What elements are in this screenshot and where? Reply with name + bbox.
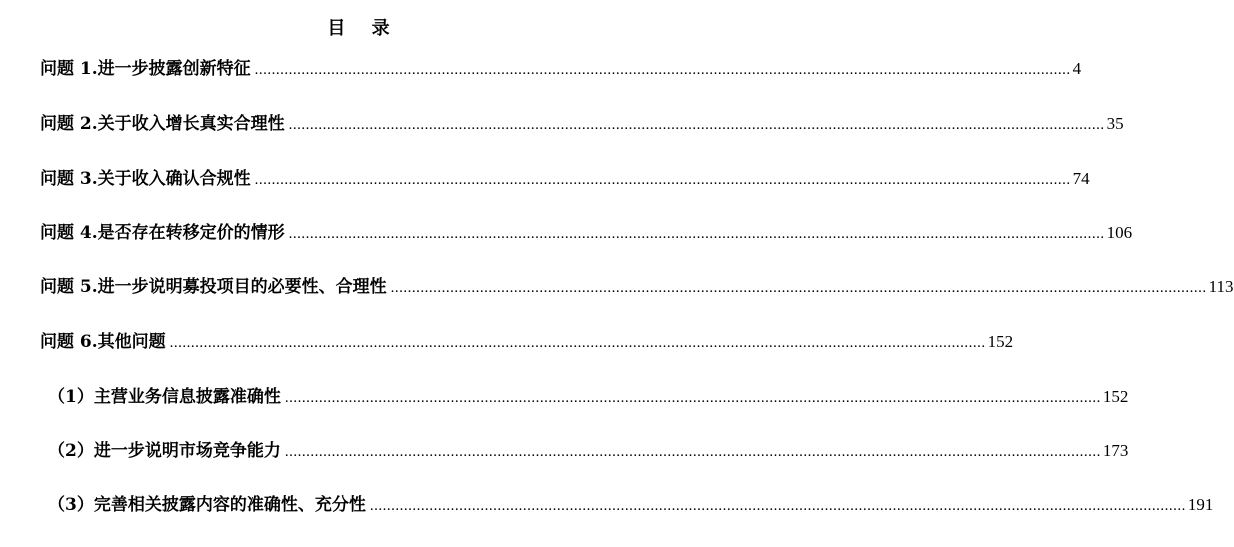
toc-leader-dots: ................................................................................................................................................................................................ <box>254 62 1071 78</box>
toc-entry-page: 35 <box>1106 114 1124 133</box>
toc-leader-dots: ................................................................................................................................................................................................ <box>284 390 1101 406</box>
toc-entry-label: 问题 2.关于收入增长真实合理性 <box>40 114 285 134</box>
page-title: 目 录 <box>327 18 400 39</box>
toc-entry-label: 问题 1.进一步披露创新特征 <box>40 59 251 79</box>
toc-entry-page: 152 <box>1102 387 1129 406</box>
toc-leader-dots: ................................................................................................................................................................................................ <box>288 117 1105 133</box>
toc-leader-dots: ................................................................................................................................................................................................ <box>390 280 1207 296</box>
toc-leader-dots: ................................................................................................................................................................................................ <box>169 335 986 351</box>
toc-entry[interactable] <box>0 57 1082 81</box>
toc-entry[interactable] <box>0 112 1124 136</box>
toc-entry-page: 74 <box>1072 169 1090 188</box>
toc-entry-label: 问题 4.是否存在转移定价的情形 <box>40 223 285 243</box>
toc-entry-page: 191 <box>1187 495 1214 514</box>
toc-subentry[interactable] <box>0 385 1129 409</box>
toc-entry[interactable] <box>0 275 1234 299</box>
toc-entry-label: 问题 6.其他问题 <box>40 332 166 352</box>
toc-entry-page: 4 <box>1072 59 1082 78</box>
toc-entry-page: 106 <box>1106 223 1133 242</box>
toc-subentry[interactable] <box>0 493 1214 517</box>
toc-entry-label: （2）进一步说明市场竞争能力 <box>48 441 281 461</box>
toc-entry[interactable] <box>0 167 1090 191</box>
toc-entry-label: 问题 3.关于收入确认合规性 <box>40 169 251 189</box>
toc-entry-label: （3）完善相关披露内容的准确性、充分性 <box>48 495 366 515</box>
toc-leader-dots: ................................................................................................................................................................................................ <box>369 498 1186 514</box>
toc-entry-page: 113 <box>1208 277 1234 296</box>
toc-entry-page: 173 <box>1102 441 1129 460</box>
toc-entry-page: 152 <box>987 332 1014 351</box>
toc-entry[interactable] <box>0 330 1014 354</box>
toc-entry[interactable] <box>0 221 1133 245</box>
toc-leader-dots: ................................................................................................................................................................................................ <box>284 444 1101 460</box>
toc-entry-label: （1）主营业务信息披露准确性 <box>48 387 281 407</box>
toc-leader-dots: ................................................................................................................................................................................................ <box>288 226 1105 242</box>
toc-leader-dots: ................................................................................................................................................................................................ <box>254 172 1071 188</box>
toc-subentry[interactable] <box>0 439 1129 463</box>
toc-entry-label: 问题 5.进一步说明募投项目的必要性、合理性 <box>40 277 387 297</box>
